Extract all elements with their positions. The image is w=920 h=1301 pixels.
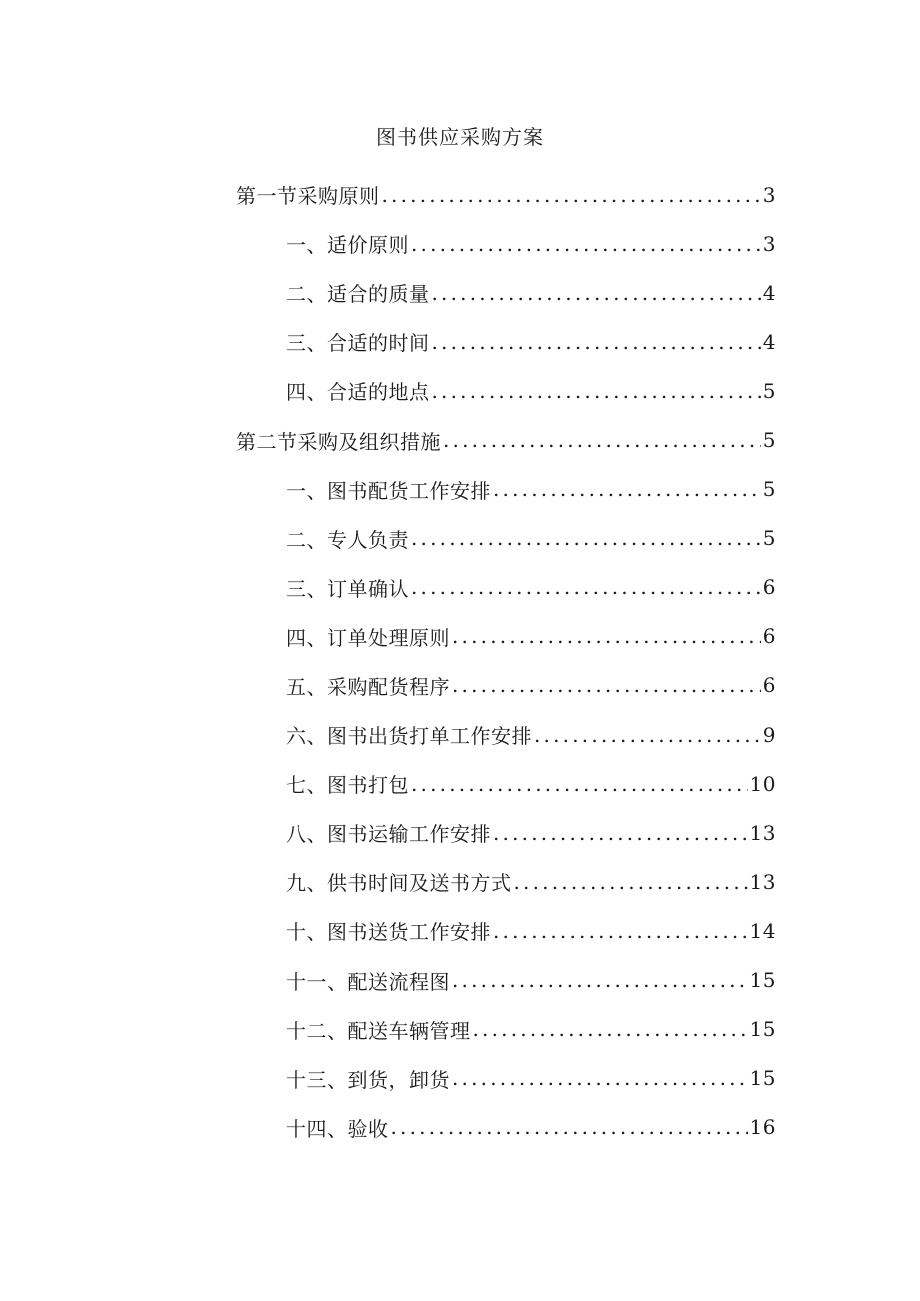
toc-dot-leader (452, 673, 761, 697)
toc-entry[interactable] (236, 808, 776, 857)
toc-entry-label: 七、图书打包 (286, 773, 409, 798)
toc-entry-label: 第二节采购及组织措施 (236, 429, 441, 454)
toc-entry[interactable] (236, 1005, 776, 1054)
toc-page-number: 14 (749, 918, 776, 943)
toc-entry[interactable] (236, 514, 776, 563)
toc-page-number: 6 (762, 624, 776, 649)
table-of-contents (236, 170, 776, 1152)
toc-dot-leader (382, 183, 761, 207)
toc-dot-leader (432, 281, 761, 305)
toc-entry[interactable] (236, 612, 776, 661)
toc-entry-label: 二、适合的质量 (286, 282, 430, 307)
toc-page-number: 3 (762, 231, 776, 256)
toc-page-number: 5 (762, 477, 776, 502)
toc-page-number: 15 (749, 968, 776, 993)
toc-entry[interactable] (236, 219, 776, 268)
toc-page-number: 13 (749, 869, 776, 894)
toc-entry[interactable] (236, 661, 776, 710)
toc-entry[interactable] (236, 170, 776, 219)
toc-entry-label: 十四、验收 (286, 1116, 389, 1141)
toc-entry[interactable] (236, 956, 776, 1005)
toc-entry[interactable] (236, 710, 776, 759)
toc-entry-label: 三、订单确认 (286, 576, 409, 601)
toc-entry-label: 九、供书时间及送书方式 (286, 871, 512, 896)
toc-dot-leader (411, 526, 761, 550)
toc-page-number: 9 (762, 722, 776, 747)
toc-entry-label: 十、图书送货工作安排 (286, 920, 491, 945)
toc-page-number: 3 (762, 182, 776, 207)
toc-entry-label: 一、图书配货工作安排 (286, 478, 491, 503)
toc-entry[interactable] (236, 857, 776, 906)
toc-dot-leader (493, 821, 748, 845)
toc-dot-leader (493, 477, 761, 501)
toc-dot-leader (411, 772, 748, 796)
toc-page-number: 13 (749, 820, 776, 845)
toc-page-number: 4 (762, 280, 776, 305)
toc-dot-leader (452, 624, 761, 648)
toc-entry[interactable] (236, 906, 776, 955)
toc-dot-leader (534, 723, 761, 747)
toc-entry[interactable] (236, 759, 776, 808)
toc-dot-leader (452, 968, 748, 992)
toc-entry[interactable] (236, 1054, 776, 1103)
toc-dot-leader (411, 232, 761, 256)
toc-entry-label: 一、适价原则 (286, 233, 409, 258)
toc-page-number: 16 (749, 1115, 776, 1140)
toc-entry-label: 四、订单处理原则 (286, 625, 450, 650)
toc-dot-leader (432, 330, 761, 354)
toc-page-number: 15 (749, 1066, 776, 1091)
toc-entry[interactable] (236, 465, 776, 514)
toc-dot-leader (411, 575, 761, 599)
toc-dot-leader (452, 1066, 748, 1090)
toc-entry[interactable] (236, 366, 776, 415)
toc-page-number: 6 (762, 673, 776, 698)
toc-entry-label: 六、图书出货打单工作安排 (286, 724, 532, 749)
toc-entry[interactable] (236, 317, 776, 366)
toc-entry-label: 五、采购配货程序 (286, 674, 450, 699)
document-title: 图书供应采购方案 (376, 125, 544, 149)
toc-entry-label: 第一节采购原则 (236, 184, 380, 209)
toc-entry-label: 十一、配送流程图 (286, 969, 450, 994)
toc-page-number: 5 (762, 526, 776, 551)
toc-dot-leader (493, 919, 748, 943)
toc-entry-label: 十二、配送车辆管理 (286, 1018, 471, 1043)
toc-dot-leader (432, 379, 761, 403)
toc-entry-label: 十三、到货，卸货 (286, 1067, 450, 1092)
toc-page-number: 5 (762, 378, 776, 403)
toc-entry[interactable] (236, 415, 776, 464)
toc-page-number: 5 (762, 428, 776, 453)
toc-entry-label: 三、合适的时间 (286, 331, 430, 356)
toc-entry[interactable] (236, 268, 776, 317)
toc-entry[interactable] (236, 1103, 776, 1152)
toc-entry-label: 四、合适的地点 (286, 380, 430, 405)
toc-page-number: 15 (749, 1017, 776, 1042)
toc-dot-leader (443, 428, 761, 452)
toc-dot-leader (473, 1017, 748, 1041)
toc-page-number: 6 (762, 575, 776, 600)
toc-dot-leader (514, 870, 748, 894)
toc-page-number: 10 (749, 771, 776, 796)
toc-page-number: 4 (762, 329, 776, 354)
toc-dot-leader (391, 1115, 748, 1139)
toc-entry-label: 八、图书运输工作安排 (286, 822, 491, 847)
toc-entry[interactable] (236, 563, 776, 612)
toc-entry-label: 二、专人负责 (286, 527, 409, 552)
